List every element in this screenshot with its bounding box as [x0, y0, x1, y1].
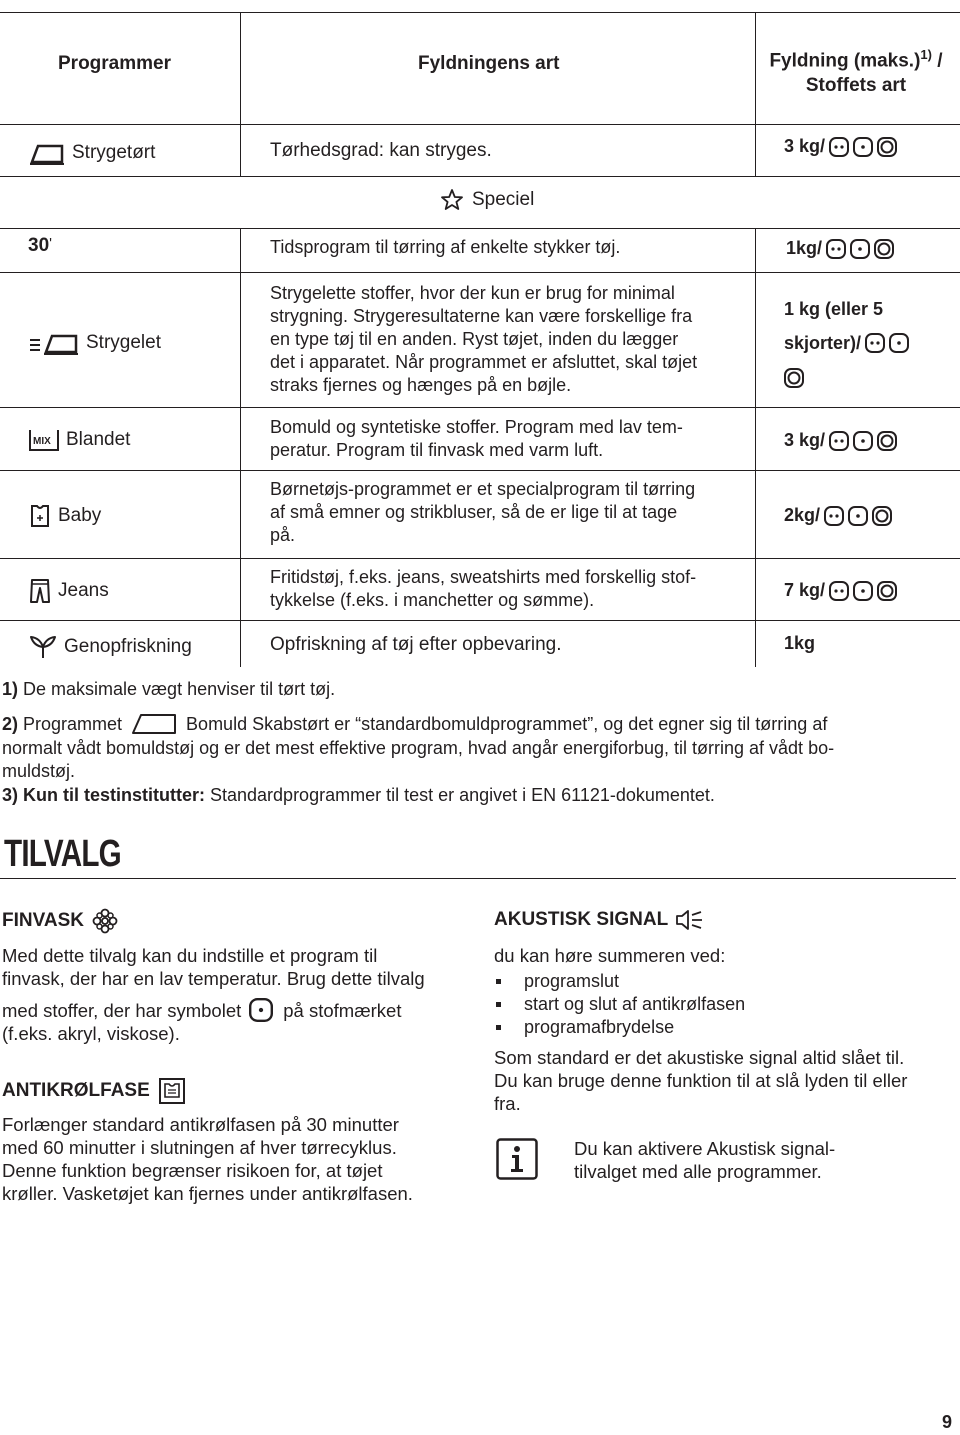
- fabric-one-dot-icon: [853, 581, 873, 601]
- akustisk-info: [574, 1137, 835, 1183]
- mix-icon: [28, 428, 60, 452]
- minute-mark: ': [49, 234, 53, 252]
- load-strygelet: [784, 292, 909, 394]
- footnote-2-line-3: muldstøj.: [2, 761, 76, 781]
- finvask-title: FINVASK: [2, 910, 84, 931]
- finvask-line-3: [2, 998, 425, 1022]
- speaker-icon: [674, 908, 704, 932]
- program-baby: [28, 503, 101, 529]
- list-item: programafbrydelse: [494, 1016, 745, 1039]
- program-name: Strygelet: [86, 332, 161, 353]
- fabric-circle-icon: [877, 431, 897, 451]
- header-stoffets-art: Stoffets art: [805, 75, 907, 97]
- program-name: Baby: [58, 505, 102, 526]
- desc-line: peratur. Program til finvask med varm luft.: [270, 440, 604, 460]
- finvask-line-4: (f.eks. akryl, viskose).: [2, 1023, 180, 1044]
- desc-line: Børnetøjs-programmet er et specialprogram til tørring: [270, 479, 696, 499]
- fabric-circle-icon: [877, 137, 897, 157]
- desc-line: af små emner og strikbluser, så de er lige til at tage: [270, 502, 678, 522]
- fabric-one-dot-icon: [249, 998, 273, 1022]
- program-name: Strygetørt: [72, 142, 156, 163]
- fabric-two-dots-icon: [829, 581, 849, 601]
- fabric-circle-icon: [872, 506, 892, 526]
- antikrol-line: krøller. Vasketøjet kan fjernes under antikrølfasen.: [2, 1183, 413, 1204]
- desc-line: det i apparatet. Når programmet er afsluttet, skal tøjet: [270, 352, 698, 372]
- list-item: programslut: [494, 970, 745, 993]
- finvask-line-3a: med stoffer, der har symbolet: [2, 999, 242, 1021]
- fabric-circle-icon: [874, 239, 894, 259]
- finvask-line-3b: på stofmærket: [283, 999, 402, 1021]
- fabric-one-dot-icon: [848, 506, 868, 526]
- antikrol-line: med 60 minutter i slutningen af hver tørrecyklus.: [2, 1137, 397, 1158]
- footnote-3-bold: 3) Kun til testinstitutter:: [2, 785, 205, 805]
- fabric-circle-icon: [784, 368, 804, 388]
- load-value: 7 kg/: [784, 580, 826, 600]
- star-icon: [440, 188, 464, 212]
- fabric-two-dots-icon: [826, 239, 846, 259]
- col-divider-2b: [755, 124, 756, 176]
- footnote-2-line-2: normalt vådt bomuldstøj og er det mest effektive program, hvad angår energiforbug, til tørring af vådt bo-: [2, 738, 835, 758]
- col-divider-2: [755, 12, 756, 124]
- header-fyldning-a: Fyldning (maks.): [769, 50, 921, 72]
- rule-row-jeans: [0, 620, 960, 621]
- rule-row-30: [0, 272, 960, 273]
- jeans-icon: [28, 578, 52, 604]
- desc-genopfriskning: Opfriskning af tøj efter opbevaring.: [270, 634, 562, 655]
- list-item: start og slut af antikrølfasen: [494, 993, 745, 1016]
- col-divider-1b: [240, 124, 241, 176]
- desc-line: en type tøj til en anden. Ryst tøjet, inden du lægger: [270, 329, 679, 349]
- finvask-heading: [2, 908, 118, 934]
- antikrol-heading: [2, 1077, 186, 1105]
- akustisk-intro: du kan høre summeren ved:: [494, 945, 726, 966]
- info-icon: [496, 1138, 538, 1180]
- refresh-icon: [28, 634, 58, 660]
- program-strygelet: [28, 330, 161, 356]
- akustisk-line: Som standard er det akustiske signal altid slået til.: [494, 1047, 905, 1068]
- desc-blandet: [270, 416, 683, 462]
- load-30: [786, 238, 960, 259]
- fabric-circle-icon: [877, 581, 897, 601]
- footnote-2-number: 2): [2, 713, 19, 734]
- desc-line: Fritidstøj, f.eks. jeans, sweatshirts med forskellig stof-: [270, 567, 697, 587]
- footnote-3: [2, 784, 715, 807]
- load-value: 2kg/: [784, 505, 821, 525]
- fabric-one-dot-icon: [853, 137, 873, 157]
- footnote-3-text: Standardprogrammer til test er angivet i EN 61121-dokumentet.: [205, 785, 715, 805]
- rule-row-1: [0, 176, 960, 177]
- akustisk-title: AKUSTISK SIGNAL: [494, 909, 669, 930]
- desc-line: Strygelette stoffer, hvor der kun er brug for minimal: [270, 283, 675, 303]
- section-title: TILVALG: [4, 833, 121, 875]
- footnote-2-b: Bomuld Skabstørt er “standardbomuldprogrammet”, og det egner sig til tørring af: [181, 713, 828, 734]
- rule-header-bottom: [0, 124, 960, 125]
- footnote-1: [2, 678, 335, 701]
- desc-30: Tidsprogram til tørring af enkelte stykker tøj.: [270, 237, 621, 257]
- fabric-two-dots-icon: [829, 431, 849, 451]
- desc-line: tykkelse (f.eks. i manchetter og sømme).: [270, 590, 595, 610]
- col-divider-1: [240, 12, 241, 124]
- akustisk-heading: [494, 908, 704, 932]
- desc-line: straks fjernes og hænges på en bøjle.: [270, 375, 572, 395]
- load-jeans: [784, 580, 960, 601]
- footnote-2-line-1: [2, 711, 952, 737]
- col-divider-2c: [755, 228, 756, 667]
- easy-iron-icon: [28, 330, 84, 356]
- akustisk-line: fra.: [494, 1093, 521, 1114]
- antikrol-title: ANTIKRØLFASE: [2, 1080, 150, 1101]
- antikrol-line: Forlænger standard antikrølfasen på 30 minutter: [2, 1114, 399, 1135]
- program-jeans: [28, 578, 109, 604]
- delicate-flower-icon: [92, 908, 118, 934]
- load-value: 1kg/: [786, 238, 823, 258]
- speciel-heading: [440, 188, 534, 212]
- footnote-2: [2, 711, 952, 783]
- rule-row-blandet: [0, 470, 960, 471]
- speciel-label: Speciel: [472, 189, 535, 210]
- info-line: tilvalget med alle programmer.: [574, 1161, 822, 1182]
- footnote-1-text: De maksimale vægt henviser til tørt tøj.: [18, 679, 336, 699]
- akustisk-line: Du kan bruge denne funktion til at slå lyden til eller: [494, 1070, 908, 1091]
- rule-row-baby: [0, 558, 960, 559]
- program-blandet: [28, 428, 130, 452]
- info-line: Du kan aktivere Akustisk signal-: [574, 1138, 836, 1159]
- program-name: 30: [28, 235, 50, 256]
- load-baby: [784, 505, 960, 526]
- header-fyldning-sup: 1): [920, 47, 932, 62]
- footnote-1-number: 1): [2, 679, 19, 699]
- desc-strygetort: Tørhedsgrad: kan stryges.: [270, 140, 492, 161]
- rule-header-top: [0, 12, 960, 13]
- cupboard-dry-icon: [129, 711, 179, 737]
- anticrease-icon: [158, 1077, 186, 1105]
- header-fyldning-maks: [756, 42, 956, 98]
- col-divider-1c: [240, 228, 241, 667]
- load-value-a: 1 kg (eller 5: [784, 299, 884, 319]
- fabric-two-dots-icon: [824, 506, 844, 526]
- load-strygetort: [784, 136, 960, 157]
- page-number: 9: [942, 1412, 953, 1432]
- desc-line: på.: [270, 525, 296, 545]
- desc-strygelet: [270, 282, 697, 397]
- fabric-one-dot-icon: [889, 333, 909, 353]
- program-30: [28, 235, 52, 257]
- fabric-one-dot-icon: [853, 431, 873, 451]
- finvask-line-1: Med dette tilvalg kan du indstille et program til: [2, 945, 378, 966]
- program-genopfriskning: [28, 634, 192, 660]
- desc-line: strygning. Strygeresultaterne kan være forskellige fra: [270, 306, 693, 326]
- iron-icon: [28, 140, 66, 166]
- finvask-body: [2, 944, 425, 1045]
- program-name: Jeans: [58, 580, 109, 601]
- mix-icon-text: MIX: [33, 436, 51, 447]
- finvask-line-2: finvask, der har en lav temperatur. Brug dette tilvalg: [2, 968, 425, 989]
- program-name: Blandet: [66, 429, 131, 450]
- desc-baby: [270, 478, 695, 547]
- rule-row-speciel: [0, 228, 960, 229]
- load-value: 3 kg/: [784, 136, 826, 156]
- section-rule: [0, 878, 956, 879]
- baby-icon: [28, 503, 52, 529]
- load-value-b: skjorter)/: [784, 333, 862, 353]
- fabric-one-dot-icon: [850, 239, 870, 259]
- fabric-two-dots-icon: [829, 137, 849, 157]
- header-fyldningens-art: Fyldningens art: [418, 53, 560, 74]
- load-value: 3 kg/: [784, 430, 826, 450]
- desc-jeans: [270, 566, 696, 612]
- akustisk-body: [494, 1046, 907, 1115]
- antikrol-body: [2, 1113, 413, 1205]
- header-fyldning-slash: /: [931, 50, 943, 72]
- program-strygetort: [28, 140, 155, 166]
- desc-line: Bomuld og syntetiske stoffer. Program med lav tem-: [270, 417, 683, 437]
- rule-row-strygelet: [0, 407, 960, 408]
- header-programmer: Programmer: [58, 53, 171, 74]
- antikrol-line: Denne funktion begrænser risikoen for, at tøjet: [2, 1160, 383, 1181]
- load-line-b: [784, 326, 909, 360]
- program-name: Genopfriskning: [64, 636, 192, 657]
- footnote-2-a: Programmet: [18, 713, 128, 734]
- load-blandet: [784, 430, 960, 451]
- fabric-two-dots-icon: [865, 333, 885, 353]
- akustisk-list: [494, 970, 745, 1039]
- load-genopfriskning: 1kg: [784, 633, 816, 653]
